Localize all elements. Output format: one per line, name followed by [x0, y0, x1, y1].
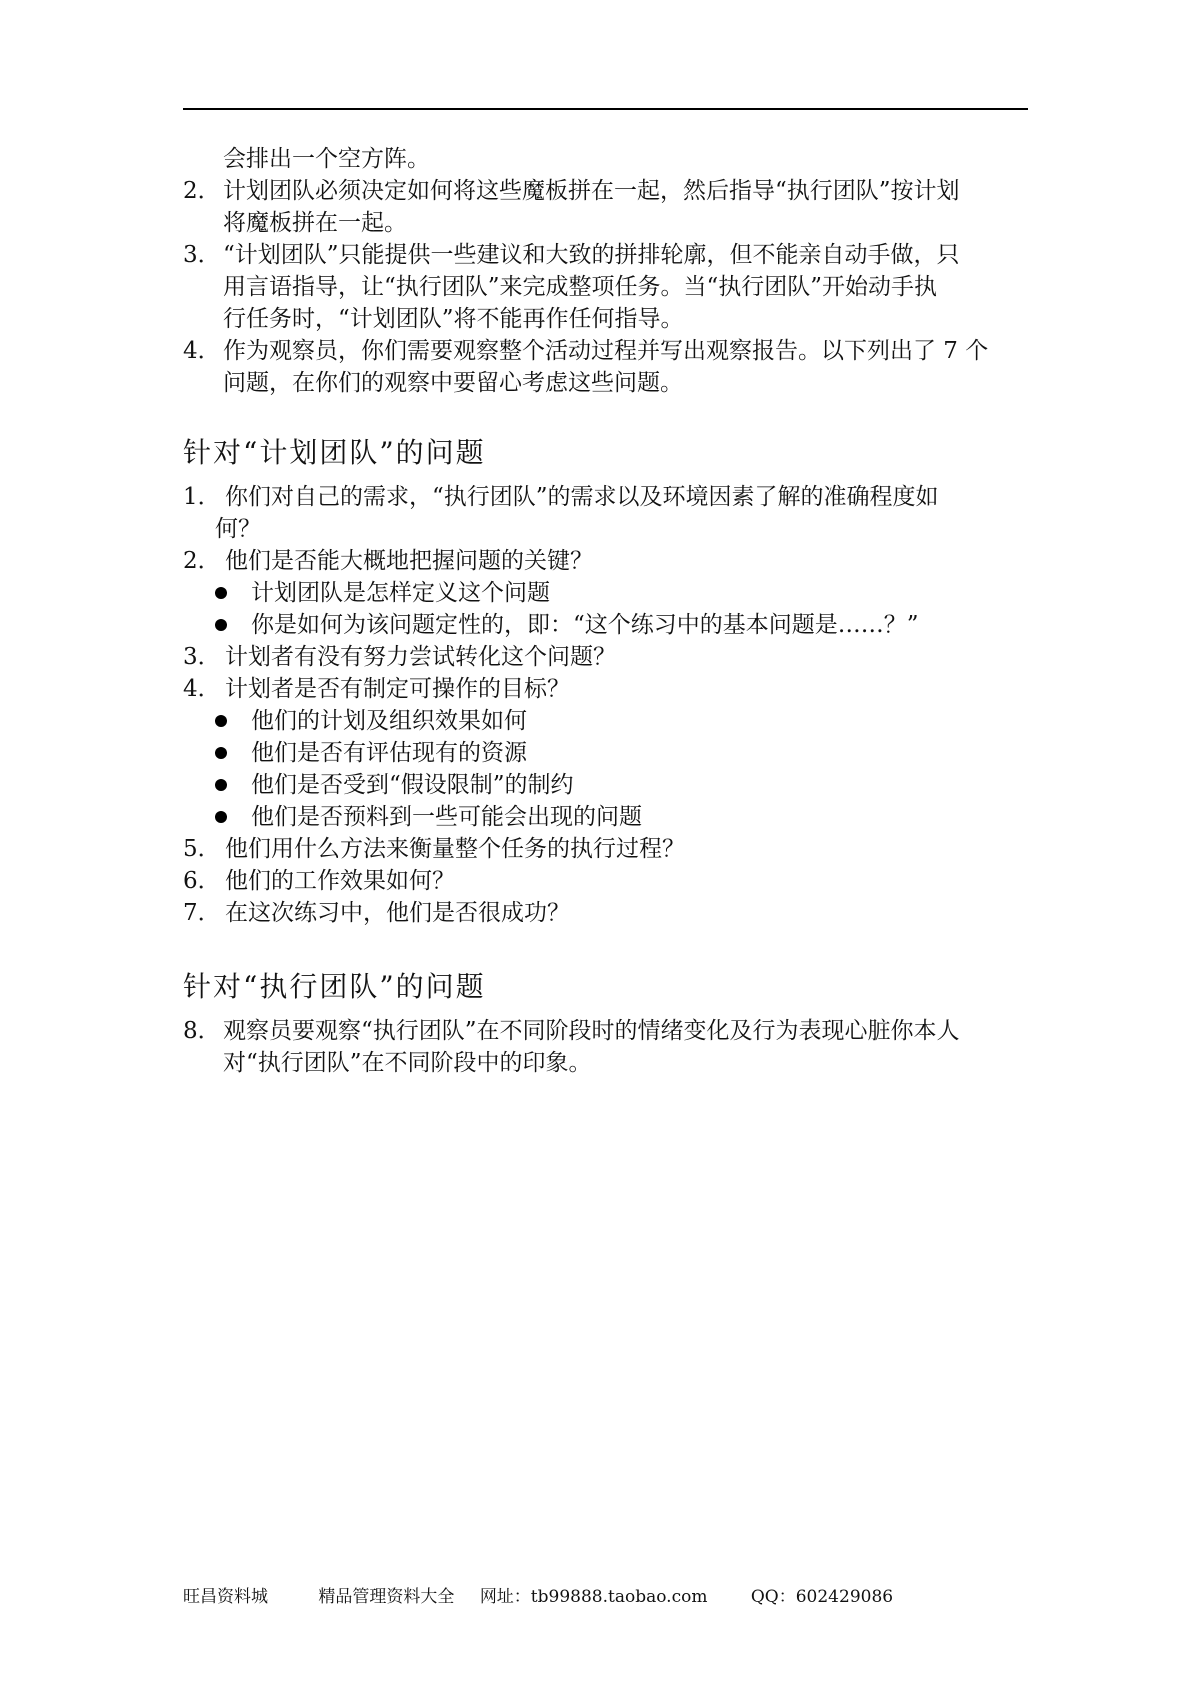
- question-1: [183, 481, 1028, 545]
- intro-item-3: [183, 239, 1028, 335]
- bullet-icon: [215, 811, 227, 823]
- question-number: 6．: [183, 868, 221, 894]
- question-number: 1．: [183, 484, 221, 510]
- question-number: 3．: [183, 644, 221, 670]
- bullet-item: [183, 737, 1028, 769]
- question-5: [183, 833, 1028, 865]
- page-footer: [183, 1585, 893, 1609]
- item-line: 行任务时，“计划团队”将不能再作任何指导。: [223, 306, 684, 332]
- question-3: [183, 641, 1028, 673]
- item-number: 3．: [183, 242, 221, 268]
- item-line: 问题，在你们的观察中要留心考虑这些问题。: [223, 370, 683, 396]
- section-title-execution-team: 针对“执行团队”的问题: [183, 970, 486, 1003]
- bullet-icon: [215, 715, 227, 727]
- question-number: 8．: [183, 1018, 221, 1044]
- intro-item-4: [183, 335, 1028, 399]
- bullet-text: 他们的计划及组织效果如何: [251, 708, 527, 734]
- question-6: [183, 865, 1028, 897]
- bullet-icon: [215, 747, 227, 759]
- bullet-text: 他们是否受到“假设限制”的制约: [251, 772, 574, 798]
- intro-item-2: [183, 175, 1028, 239]
- bullet-item: [183, 609, 1028, 641]
- header-rule: [183, 108, 1028, 110]
- bullet-item: [183, 769, 1028, 801]
- question-line: 对“执行团队”在不同阶段中的印象。: [223, 1050, 592, 1076]
- bullet-text: 他们是否预料到一些可能会出现的问题: [251, 804, 642, 830]
- question-2: [183, 545, 1028, 577]
- question-8: [183, 1015, 1028, 1079]
- bullet-text: 计划团队是怎样定义这个问题: [251, 580, 550, 606]
- footer-url: 网址：tb99888.taobao.com: [479, 1587, 708, 1607]
- bullet-item: [183, 801, 1028, 833]
- footer-title: 精品管理资料大全: [318, 1587, 455, 1607]
- question-text: 计划者是否有制定可操作的目标？: [225, 676, 570, 702]
- bullet-text: 他们是否有评估现有的资源: [251, 740, 527, 766]
- question-text: 他们的工作效果如何？: [225, 868, 455, 894]
- question-7: [183, 897, 1028, 929]
- question-line: 何？: [215, 516, 261, 542]
- item-line: 计划团队必须决定如何将这些魔板拼在一起，然后指导“执行团队”按计划: [223, 178, 960, 204]
- item-number: 2．: [183, 178, 221, 204]
- question-text: 他们用什么方法来衡量整个任务的执行过程？: [225, 836, 685, 862]
- bullet-text: 你是如何为该问题定性的，即：“这个练习中的基本问题是……？”: [251, 612, 919, 638]
- question-text: 计划者有没有努力尝试转化这个问题？: [225, 644, 616, 670]
- item-line: 作为观察员，你们需要观察整个活动过程并写出观察报告。以下列出了 7 个: [223, 338, 989, 364]
- footer-qq: QQ：602429086: [750, 1587, 894, 1607]
- bullet-item: [183, 705, 1028, 737]
- document-content: [183, 143, 1028, 1079]
- question-text: 他们是否能大概地把握问题的关键？: [225, 548, 593, 574]
- question-number: 4．: [183, 676, 221, 702]
- question-line: 你们对自己的需求，“执行团队”的需求以及环境因素了解的准确程度如: [225, 484, 939, 510]
- section-title-planning-team: 针对“计划团队”的问题: [183, 436, 486, 469]
- question-4: [183, 673, 1028, 705]
- item-number: 4．: [183, 338, 221, 364]
- bullet-icon: [215, 619, 227, 631]
- item-line: 将魔板拼在一起。: [223, 210, 407, 236]
- question-number: 7．: [183, 900, 221, 926]
- item-line: “计划团队”只能提供一些建议和大致的拼排轮廓，但不能亲自动手做，只: [223, 242, 960, 268]
- intro-continuation-line: 会排出一个空方阵。: [223, 146, 430, 172]
- question-line: 观察员要观察“执行团队”在不同阶段时的情绪变化及行为表现心脏你本人: [223, 1018, 960, 1044]
- bullet-icon: [215, 779, 227, 791]
- bullet-icon: [215, 587, 227, 599]
- bullet-item: [183, 577, 1028, 609]
- item-line: 用言语指导，让“执行团队”来完成整项任务。当“执行团队”开始动手执: [223, 274, 938, 300]
- question-number: 5．: [183, 836, 221, 862]
- question-number: 2．: [183, 548, 221, 574]
- footer-shop-name: 旺昌资料城: [183, 1587, 268, 1607]
- question-text: 在这次练习中，他们是否很成功？: [225, 900, 570, 926]
